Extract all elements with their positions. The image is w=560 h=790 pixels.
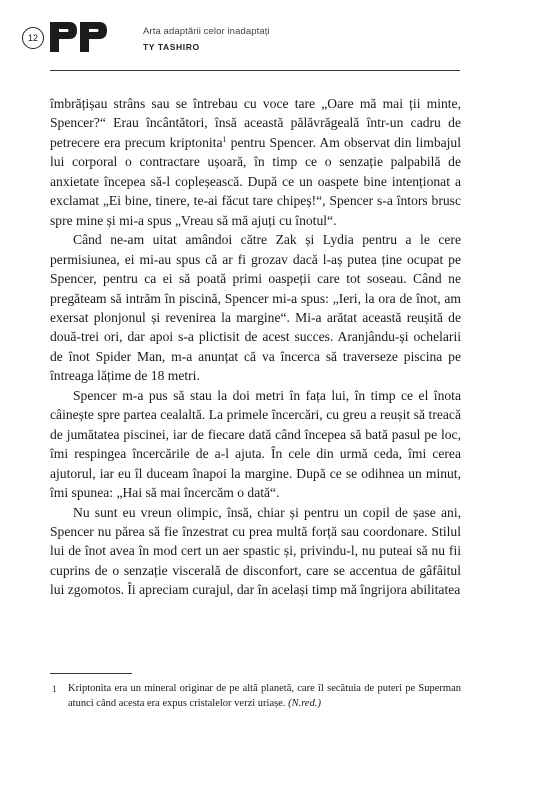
paragraph-3: Spencer m-a pus să stau la doi metri în fața lui, în timp ce el înota câinește spre partea cealaltă. La primele încercări, cu greu a reușit să treacă de jumătatea piscinei, iar de fiecare dată când începea să bată pasul pe loc, îmi respingea încercările de a-l ajuta. În cele din urmă ceda, îmi cerea ajutorul, iar eu îl duceam înapoi la margine. După ce se odihnea un minut, îmi spunea: „Hai să mai încercăm o dată“.	[50, 387, 461, 501]
paragraph-1-part-a: îmbrățișau strâns sau se întrebau cu voce tare „Oare mă mai ții minte, Spencer?“ Erau încântători, însă această pălăvrăgeală într-un cadru de petrecere era precum kriptonita	[50, 96, 461, 150]
header-divider	[50, 70, 460, 71]
footnote-divider	[50, 673, 132, 674]
footnote-reference: 1	[222, 134, 227, 144]
paragraph-2: Când ne-am uitat amândoi către Zak și Lydia pentru a le cere permisiunea, ei mi-au spus că ar fi grozav dacă l-aș putea ține ocupat pe Spencer, pentru ca ei să poată primi oaspeții care tot soseau. Când ne pregăteam să intrăm în piscină, Spencer mi-a spus: „Ieri, la ora de înot, am exersat plonjonul și revenirea la margine“. Mi-a arătat această reușită de două-trei ori, dar apoi s-a plictisit de acest succes. Aranjându-și ochelarii de înot Spider Man, m-a anunțat că va încerca să traverseze piscina pe întreaga lățime de 18 metri.	[50, 232, 461, 384]
paragraph-1-part-b: pentru Spencer. Am observat din limbajul lui corporal o contractare ușoară, în timp ce o senzație palpabilă de anxietate începea să-l copleșească. După ce un oaspete bine intenționat a exclamat „Ei bine, tinere, te-ai făcut tare chipeș!“, Spencer s-a întors brusc spre mine și mi-a spus „Vreau să mă ajuți cu înotul“.	[50, 134, 462, 228]
footnote-body	[68, 682, 461, 711]
publisher-logo-icon	[50, 22, 108, 52]
page-number: 12	[22, 27, 44, 49]
running-header	[143, 26, 270, 52]
paragraph-4: Nu sunt eu vreun olimpic, însă, chiar și pentru un copil de șase ani, Spencer nu părea să fie înzestrat cu prea multă forță sau coordonare. Stilul lui de înot avea în mod cert un aer spastic și, privindu-l, nu puteai să nu fii cuprins de o senzație viscerală de disconfort, care se accentua de gâfâitul lui zgomotos. Îi apreciam curajul, dar în același timp mă îngrijora abilitatea	[50, 504, 461, 598]
publisher-logo	[50, 22, 108, 52]
footnote-number: 1	[52, 684, 57, 694]
footnote-text: Kriptonita era un mineral originar de pe altă planetă, care îl secătuia de puteri pe Superman atunci când acesta era expus cristalelor verzi uriașe.	[68, 683, 461, 709]
footnote	[50, 682, 461, 711]
paragraph-1	[50, 94, 461, 230]
footnote-editor-note: (N.red.)	[288, 697, 321, 709]
body-text	[50, 94, 461, 600]
book-title: Arta adaptării celor inadaptați	[143, 26, 270, 37]
author-name: TY TASHIRO	[143, 42, 200, 52]
